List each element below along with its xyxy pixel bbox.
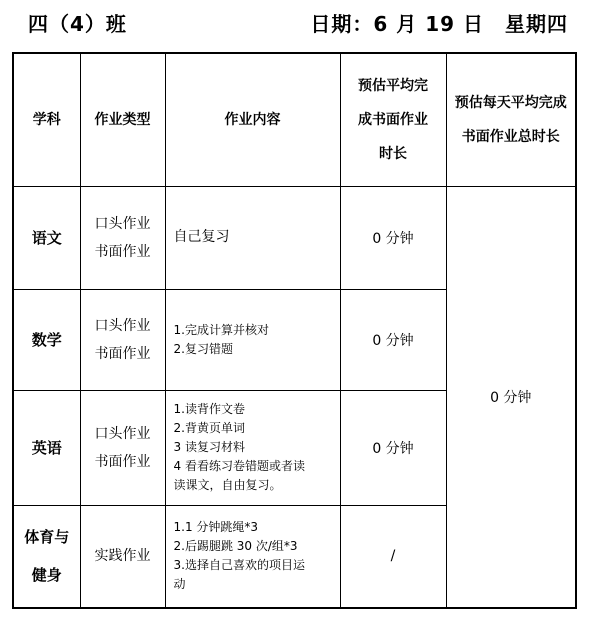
- header-content: 作业内容: [165, 53, 340, 186]
- type-cell: 口头作业 书面作业: [80, 289, 165, 390]
- content-cell: 1.完成计算并核对 2.复习错题: [165, 289, 340, 390]
- content-cell: 1.1 分钟跳绳*3 2.后踢腿跳 30 次/组*3 3.选择自己喜欢的项目运 动: [165, 505, 340, 608]
- homework-table: [12, 52, 577, 609]
- content-cell: 1.读背作文卷 2.背黄页单词 3 读复习材料 4 看看练习卷错题或者读 读课文，自由复习。: [165, 390, 340, 505]
- date-line: 日期：6 月 19 日 星期四: [310, 12, 568, 36]
- estimated-time-cell: 0 分钟: [340, 390, 446, 505]
- type-cell: 口头作业 书面作业: [80, 186, 165, 289]
- table-row: [13, 186, 576, 289]
- header-estimated-time: 预估平均完 成书面作业 时长: [340, 53, 446, 186]
- type-cell: 实践作业: [80, 505, 165, 608]
- header-subject: 学科: [13, 53, 80, 186]
- subject-cell: 语文: [13, 186, 80, 289]
- subject-cell: 数学: [13, 289, 80, 390]
- header-row: [13, 53, 576, 186]
- estimated-time-cell: /: [340, 505, 446, 608]
- type-cell: 口头作业 书面作业: [80, 390, 165, 505]
- subject-cell: 体育与 健身: [13, 505, 80, 608]
- header-total-time: 预估每天平均完成 书面作业总时长: [446, 53, 576, 186]
- class-title: 四（4）班: [28, 12, 127, 36]
- content-cell: 自己复习: [165, 186, 340, 289]
- subject-cell: 英语: [13, 390, 80, 505]
- estimated-time-cell: 0 分钟: [340, 186, 446, 289]
- estimated-time-cell: 0 分钟: [340, 289, 446, 390]
- total-time-cell: 0 分钟: [446, 186, 576, 608]
- header-type: 作业类型: [80, 53, 165, 186]
